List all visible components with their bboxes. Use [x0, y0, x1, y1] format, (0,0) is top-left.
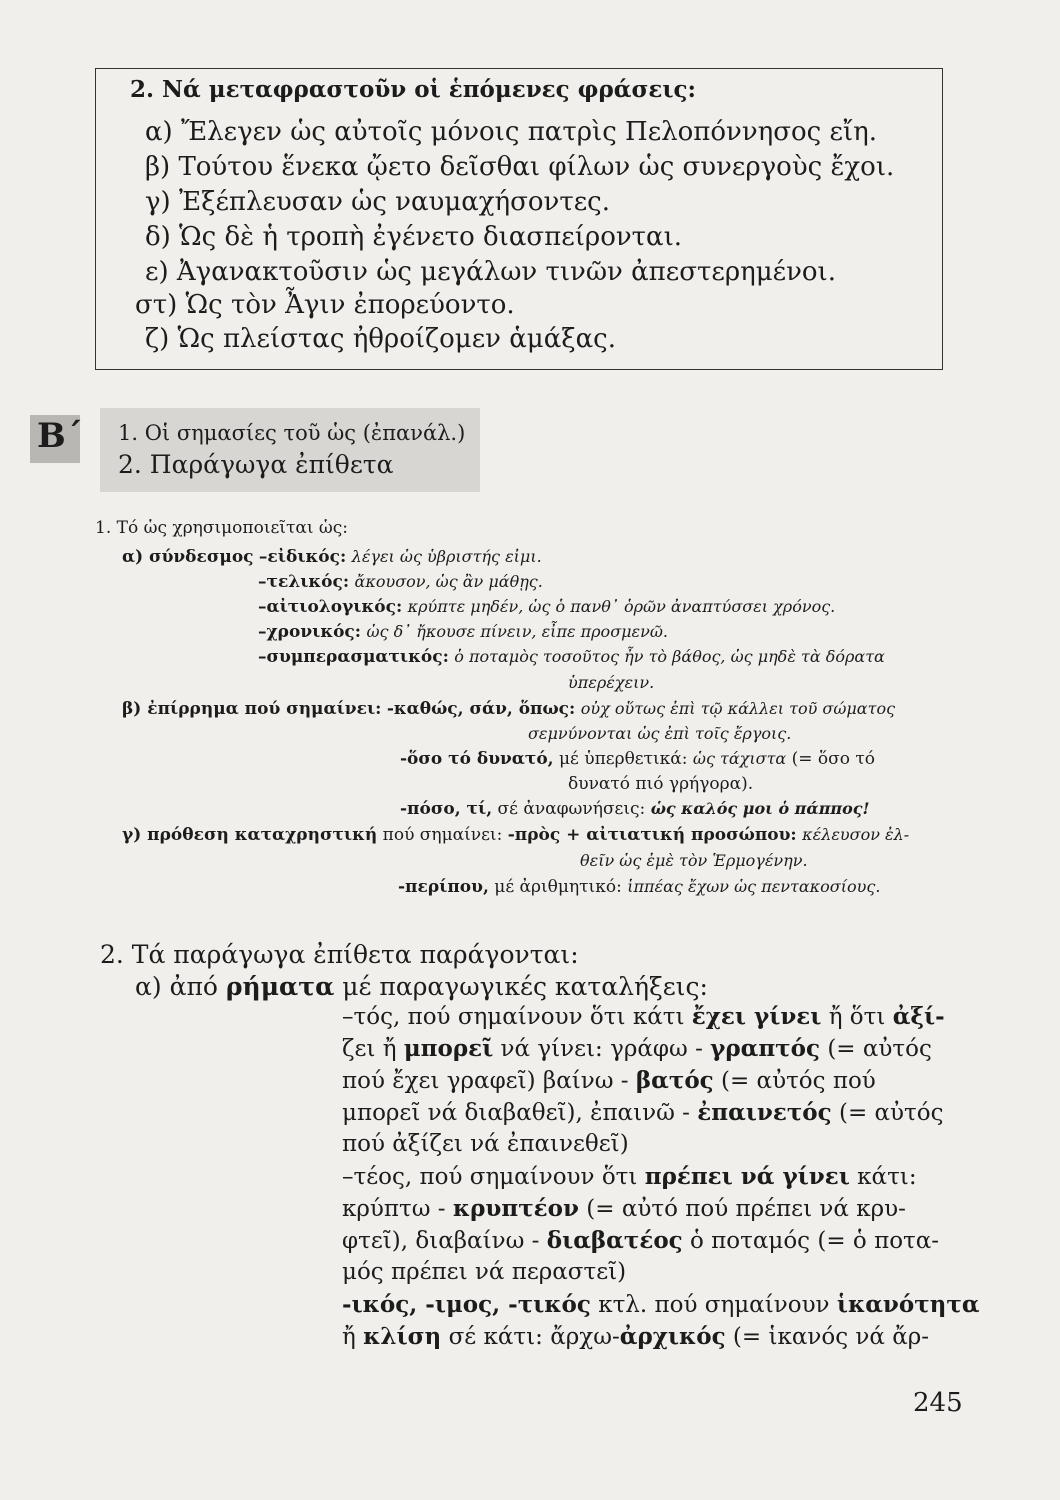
part1-row	[398, 877, 880, 897]
part1-example: ὑπερέχειν.	[568, 673, 655, 692]
part1-c2-lead: -περίπου,	[398, 877, 489, 897]
part2-line	[342, 1195, 906, 1222]
part1-example: ἱππέας ἔχων ὡς πεντακοσίους.	[627, 877, 881, 896]
text-run: –τέος, πού σημαίνουν ὅτι	[342, 1164, 645, 1190]
part2-line	[342, 1163, 917, 1190]
text-run: ἤ ὅτι	[821, 1004, 893, 1030]
bold-run: ἀξί-	[892, 1003, 945, 1030]
section-letter: Β΄	[37, 416, 83, 456]
part1-row	[122, 825, 909, 845]
part1-example: θεῖν ὡς ἐμὲ τὸν Ἑρμογένην.	[580, 851, 808, 870]
part1-b3-lead: -πόσο, τί,	[400, 799, 493, 819]
text-run: ἤ	[375, 1036, 404, 1062]
bold-run: γραπτός	[710, 1035, 821, 1062]
exercise-item: ζ) Ὡς πλείστας ἠθροίζομεν ἁμάξας.	[145, 324, 616, 354]
part1-example: ὁ ποταμὸς τοσοῦτος ἦν τὸ βάθος, ὡς μηδὲ τὰ δόρατα	[454, 647, 885, 666]
part1-example: οὐχ οὕτως ἐπὶ τῷ κάλλει τοῦ σώματος	[580, 699, 896, 718]
exercise-item: α) Ἔλεγεν ὡς αὐτοῖς μόνοις πατρὶς Πελοπόννησος εἴη.	[145, 117, 877, 147]
part1-row	[258, 647, 885, 667]
bold-run: ἐπαινετός	[697, 1099, 832, 1126]
part2-intro: 2. Τά παράγωγα ἐπίθετα παράγονται:	[100, 940, 579, 969]
bold-run: μπορεῖ	[403, 1035, 494, 1062]
part1-row	[258, 622, 668, 642]
text-run: (= αὐτός	[820, 1036, 932, 1062]
part1-c-lead: -πρὸς + αἰτιατική προσώπου:	[507, 825, 797, 845]
part1-text: σέ ἀναφωνήσεις:	[497, 799, 646, 819]
text-run: (= αὐτός πού	[713, 1068, 876, 1094]
part1-b-label: β) ἐπίρρημα πού σημαίνει:	[122, 699, 382, 719]
bold-run: πρέπει νά γίνει	[644, 1163, 850, 1190]
part1-a-lead: –τελικός:	[258, 572, 350, 592]
part1-text: πού σημαίνει:	[382, 825, 503, 845]
part1-text: (= ὅσο τό	[791, 749, 876, 769]
part1-row	[258, 597, 835, 617]
part1-row	[568, 774, 753, 794]
text-run: (= ἱκανός νά ἄρ-	[725, 1324, 930, 1350]
bold-run: κλίση	[363, 1323, 442, 1350]
section-topic-1: 1. Οἱ σημασίες τοῦ ὡς (ἐπανάλ.)	[118, 421, 466, 445]
part1-example: σεμνύνονται ὡς ἐπὶ τοῖς ἔργοις.	[528, 724, 792, 743]
part1-a-lead: –χρονικός:	[258, 622, 362, 642]
part2-line	[342, 1035, 932, 1062]
part1-b-lead: -καθώς, σάν, ὅπως:	[386, 699, 576, 719]
text-run: ζει	[342, 1036, 376, 1062]
exercise-item: β) Τούτου ἕνεκα ᾤετο δεῖσθαι φίλων ὡς συνεργοὺς ἔχοι.	[145, 152, 895, 182]
text-run: κάτι:	[849, 1164, 917, 1190]
part1-row	[122, 699, 895, 719]
text-run: πού ἔχει γραφεῖ) βαίνω -	[342, 1068, 636, 1094]
part1-a-label: α) σύνδεσμος	[122, 547, 254, 567]
part2-line	[342, 1099, 944, 1126]
part2-a-bold: ρήματα	[225, 972, 335, 1001]
bold-run: διαβατέος	[546, 1227, 683, 1254]
exercise-title: 2. Νά μεταφραστοῦν οἱ ἑπόμενες φράσεις:	[130, 76, 697, 103]
text-run: νά γίνει: γράφω -	[493, 1036, 711, 1062]
bold-run: ἱκανότητα	[836, 1291, 980, 1318]
bold-run: βατός	[635, 1067, 714, 1094]
part1-example: ἄκουσον, ὡς ἂν μάθῃς.	[354, 572, 543, 591]
part2-line	[342, 1291, 980, 1318]
text-run: κρύπτω -	[342, 1196, 453, 1222]
page-number: 245	[913, 1388, 963, 1418]
part1-row	[580, 851, 808, 871]
text-run: μπορεῖ νά διαβαθεῖ), ἐπαινῶ -	[342, 1100, 698, 1126]
part2-line: μός πρέπει νά περαστεῖ)	[342, 1259, 627, 1285]
part1-row	[400, 749, 875, 769]
text-run: σέ κάτι: ἄρχω-	[441, 1324, 620, 1350]
part1-a-lead: –αἰτιολογικός:	[258, 597, 403, 617]
text-run: φτεῖ), διαβαίνω -	[342, 1228, 547, 1254]
part1-example: ὡς τάχιστα	[692, 749, 787, 768]
part1-text: δυνατό πιό γρήγορα).	[568, 774, 754, 794]
part1-c-label: γ) πρόθεση καταχρηστική	[122, 825, 378, 845]
part1-row	[258, 572, 543, 592]
text-run: (= αὐτός	[831, 1100, 944, 1126]
part1-example: ὡς καλός μοι ὁ πάππος!	[650, 799, 870, 818]
part2-a-label: α) ἀπό	[135, 972, 218, 1001]
bold-run: -ικός, -ιμος, -τικός	[342, 1291, 591, 1318]
exercise-item: ε) Ἀγανακτοῦσιν ὡς μεγάλων τινῶν ἀπεστερημένοι.	[145, 257, 836, 287]
part1-text: μέ ἀριθμητικό:	[494, 877, 622, 897]
part2-a-tail: μέ παραγωγικές καταλήξεις:	[342, 972, 708, 1001]
exercise-item: δ) Ὡς δὲ ἡ τροπὴ ἐγένετο διασπείρονται.	[145, 222, 683, 252]
part1-row	[528, 724, 791, 744]
text-run: ἤ	[342, 1324, 364, 1350]
part2-line	[342, 1003, 945, 1030]
part1-row	[568, 673, 654, 693]
part1-example: ὡς δ᾿ ἤκουσε πίνειν, εἶπε προσμενῶ.	[366, 622, 668, 641]
part1-a-lead: –εἰδικός:	[258, 547, 347, 567]
text-run: κτλ. πού σημαίνουν	[590, 1292, 837, 1318]
part2-line: πού ἀξίζει νά ἐπαινεθεῖ)	[342, 1131, 629, 1157]
text-run: (= αὐτό πού πρέπει νά κρυ-	[578, 1196, 906, 1222]
text-run: ὁ ποταμός (= ὁ ποτα-	[682, 1228, 940, 1254]
exercise-item: στ) Ὡς τὸν Ἆγιν ἐπορεύοντο.	[135, 290, 515, 320]
part2-line	[342, 1227, 939, 1254]
part1-example: κρύπτε μηδέν, ὡς ὁ πανθ᾿ ὁρῶν ἀναπτύσσει χρόνος.	[407, 597, 836, 616]
bold-run: ἔχει γίνει	[691, 1003, 822, 1030]
section-topic-2: 2. Παράγωγα ἐπίθετα	[118, 450, 394, 479]
part1-row	[122, 547, 542, 567]
part2-a-line	[135, 972, 708, 1001]
part2-line	[342, 1323, 929, 1350]
exercise-item: γ) Ἐξέπλευσαν ὡς ναυμαχήσοντες.	[145, 187, 611, 217]
text-run: –τός, πού σημαίνουν ὅτι κάτι	[342, 1004, 692, 1030]
part1-example: λέγει ὡς ὑβριστής εἰμι.	[351, 547, 542, 566]
part1-b2-lead: -ὅσο τό δυνατό,	[400, 749, 554, 769]
part1-intro: 1. Τό ὡς χρησιμοποιεῖται ὡς:	[95, 518, 349, 538]
part1-text: μέ ὑπερθετικά:	[559, 749, 688, 769]
part1-example: κέλευσον ἐλ-	[802, 825, 910, 844]
part2-line	[342, 1067, 876, 1094]
bold-run: κρυπτέον	[452, 1195, 579, 1222]
part1-a-lead: –συμπερασματικός:	[258, 647, 449, 667]
bold-run: ἀρχικός	[619, 1323, 726, 1350]
part1-row	[400, 799, 870, 819]
